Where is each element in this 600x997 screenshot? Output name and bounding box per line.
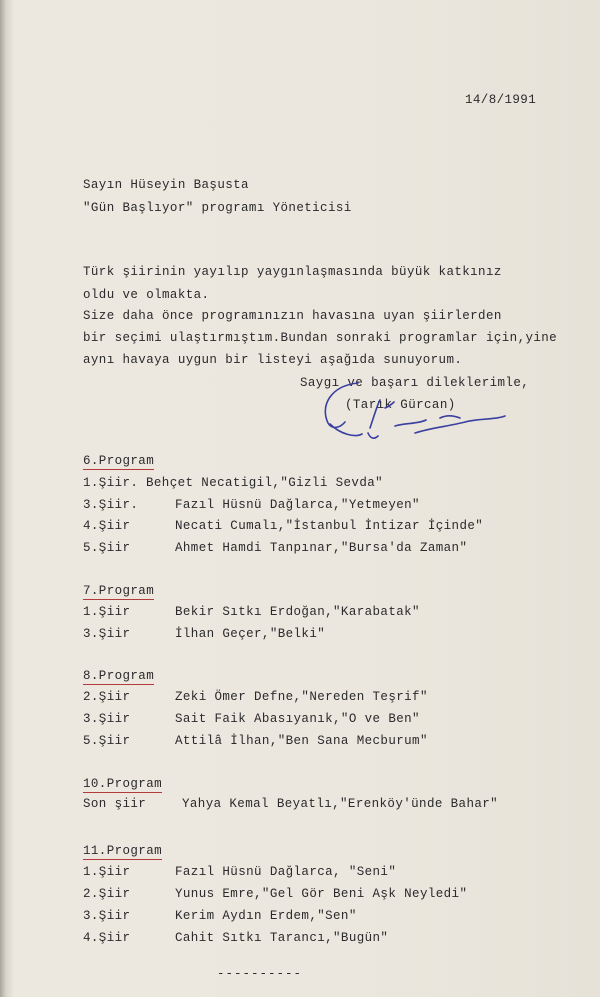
poem-number: 2.Şiir <box>83 690 131 704</box>
poem-title: Sait Faik Abasıyanık,"O ve Ben" <box>175 712 420 726</box>
poem-title: Cahit Sıtkı Tarancı,"Bugün" <box>175 931 389 945</box>
body-line: bir seçimi ulaştırmıştım.Bundan sonraki programlar için,yine <box>83 331 558 345</box>
closing-line: Saygı ve başarı dileklerimle, <box>300 376 530 390</box>
poem-title: Attilâ İlhan,"Ben Sana Mecburum" <box>175 734 428 748</box>
poem-number: 5.Şiir <box>83 734 131 748</box>
poem-title: Yunus Emre,"Gel Gör Beni Aşk Neyledi" <box>175 887 468 901</box>
poem-number: 3.Şiir <box>83 909 131 923</box>
program-title: 8.Program <box>83 669 155 683</box>
body-line: Size daha önce programınızın havasına uyan şiirlerden <box>83 309 502 323</box>
poem-title: Zeki Ömer Defne,"Nereden Teşrif" <box>175 690 428 704</box>
poem-number: 1.Şiir. <box>83 476 139 490</box>
poem-number: 1.Şiir <box>83 605 131 619</box>
poem-title: İlhan Geçer,"Belki" <box>175 627 326 641</box>
body-line: Türk şiirinin yayılıp yaygınlaşmasında büyük katkınız <box>83 265 502 279</box>
poem-title: Behçet Necatigil,"Gizli Sevda" <box>146 476 384 490</box>
poem-number: 4.Şiir <box>83 931 131 945</box>
recipient-name: Sayın Hüseyin Başusta <box>83 178 249 192</box>
poem-title: Kerim Aydın Erdem,"Sen" <box>175 909 357 923</box>
handwritten-signature <box>300 378 530 458</box>
program-title: 10.Program <box>83 777 163 791</box>
footer-separator: ---------- <box>217 967 303 981</box>
poem-number: 1.Şiir <box>83 865 131 879</box>
program-title: 11.Program <box>83 844 163 858</box>
poem-title: Necati Cumalı,"İstanbul İntizar İçinde" <box>175 519 484 533</box>
poem-number: 3.Şiir <box>83 712 131 726</box>
poem-title: Bekir Sıtkı Erdoğan,"Karabatak" <box>175 605 420 619</box>
body-line: aynı havaya uygun bir listeyi aşağıda sunuyorum. <box>83 353 463 367</box>
poem-number: Son şiir <box>83 797 147 811</box>
recipient-title: "Gün Başlıyor" programı Yöneticisi <box>83 201 352 215</box>
program-title: 7.Program <box>83 584 155 598</box>
signer-name: (Tarık Gürcan) <box>345 398 456 412</box>
letter-date: 14/8/1991 <box>465 93 537 107</box>
poem-number: 2.Şiir <box>83 887 131 901</box>
poem-title: Fazıl Hüsnü Dağlarca,"Yetmeyen" <box>175 498 420 512</box>
poem-title: Fazıl Hüsnü Dağlarca, "Seni" <box>175 865 397 879</box>
poem-title: Yahya Kemal Beyatlı,"Erenköy'ünde Bahar" <box>182 797 499 811</box>
program-title: 6.Program <box>83 454 155 468</box>
poem-number: 5.Şiir <box>83 541 131 555</box>
poem-title: Ahmet Hamdi Tanpınar,"Bursa'da Zaman" <box>175 541 468 555</box>
poem-number: 4.Şiir <box>83 519 131 533</box>
poem-number: 3.Şiir <box>83 627 131 641</box>
poem-number: 3.Şiir. <box>83 498 139 512</box>
body-line: oldu ve olmakta. <box>83 288 210 302</box>
